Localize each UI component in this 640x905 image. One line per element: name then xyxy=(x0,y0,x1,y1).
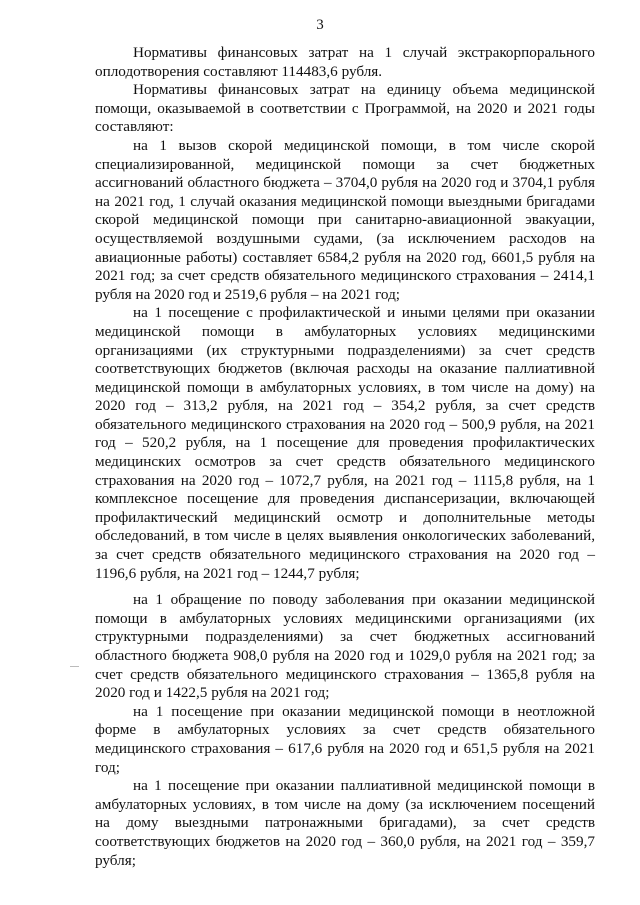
scan-artifact xyxy=(70,666,79,667)
paragraph-cost-norms-intro: Нормативы финансовых затрат на единицу объема медицинской помощи, оказываемой в соответствии с Программой, на 2020 и 2021 годы составляют: xyxy=(95,81,595,136)
paragraph-ambulance-call: на 1 вызов скорой медицинской помощи, в том числе скорой специализированной, медицинской помощи за счет бюджетных ассигнований областного бюджета – 3704,0 рубля на 2020 год и 3704,1 рубля на 2021 год, 1 случай оказания медицинской помощи выездными бригадами скорой медицинской помощи при санитарно-авиационной эвакуации, осуществляемой воздушными судами, (за исключением расходов на авиационные работы) составляет 6584,2 рубля на 2020 год, 6601,5 рубля на 2021 год; за счет средств обязательного медицинского страхования – 2414,1 рубля на 2020 год и 2519,6 рубля – на 2021 год; xyxy=(95,136,595,303)
paragraph-disease-appeal: на 1 обращение по поводу заболевания при оказании медицинской помощи в амбулаторных условиях медицинскими организациями (их структурными подразделениями) за счет бюджетных ассигнований областного бюджета 908,0 рубля на 2020 год и 1029,0 рубля на 2021 год; за счет средств обязательного медицинского страхования – 1365,8 рубля на 2020 год и 1422,5 рубля на 2021 год; xyxy=(95,591,595,702)
paragraph-urgent-care-visit: на 1 посещение при оказании медицинской помощи в неотложной форме в амбулаторных условиях за счет средств обязательного медицинского страхования – 617,6 рубля на 2020 год и 651,5 рубля на 2021 год; xyxy=(95,702,595,776)
paragraph-preventive-visit: на 1 посещение с профилактической и иными целями при оказании медицинской помощи в амбулаторных условиях медицинскими организациями (их структурными подразделениями) за счет средств соответствующих бюджетов (включая расходы на оказание паллиативной медицинской помощи в амбулаторных условиях, в том числе на дому) на 2020 год – 313,2 рубля, на 2021 год – 354,2 рубля, за счет средств обязательного медицинского страхования на 2020 год – 500,9 рубля, на 2021 год – 520,2 рубля, на 1 посещение для проведения профилактических медицинских осмотров за счет средств обязательного медицинского страхования на 2020 год – 1072,7 рубля, на 2021 год – 1115,8 рубля, на 1 комплексное посещение для проведения диспансеризации, включающей профилактический медицинский осмотр и дополнительные методы обследований, в том числе в целях выявления онкологических заболеваний, за счет средств обязательного медицинского страхования на 2020 год – 1196,6 рубля, на 2021 год – 1244,7 рубля; xyxy=(95,304,595,582)
document-body xyxy=(95,44,595,870)
page-number: 3 xyxy=(316,17,324,33)
paragraph-eco-norm: Нормативы финансовых затрат на 1 случай экстракорпорального оплодотворения составляют 114483,6 рубля. xyxy=(95,44,595,80)
paragraph-palliative-visit: на 1 посещение при оказании паллиативной медицинской помощи в амбулаторных условиях, в том числе на дому (за исключением посещений на дому выездными патронажными бригадами), за счет средств соответствующих бюджетов на 2020 год – 360,0 рубля, на 2021 год – 359,7 рубля; xyxy=(95,777,595,869)
